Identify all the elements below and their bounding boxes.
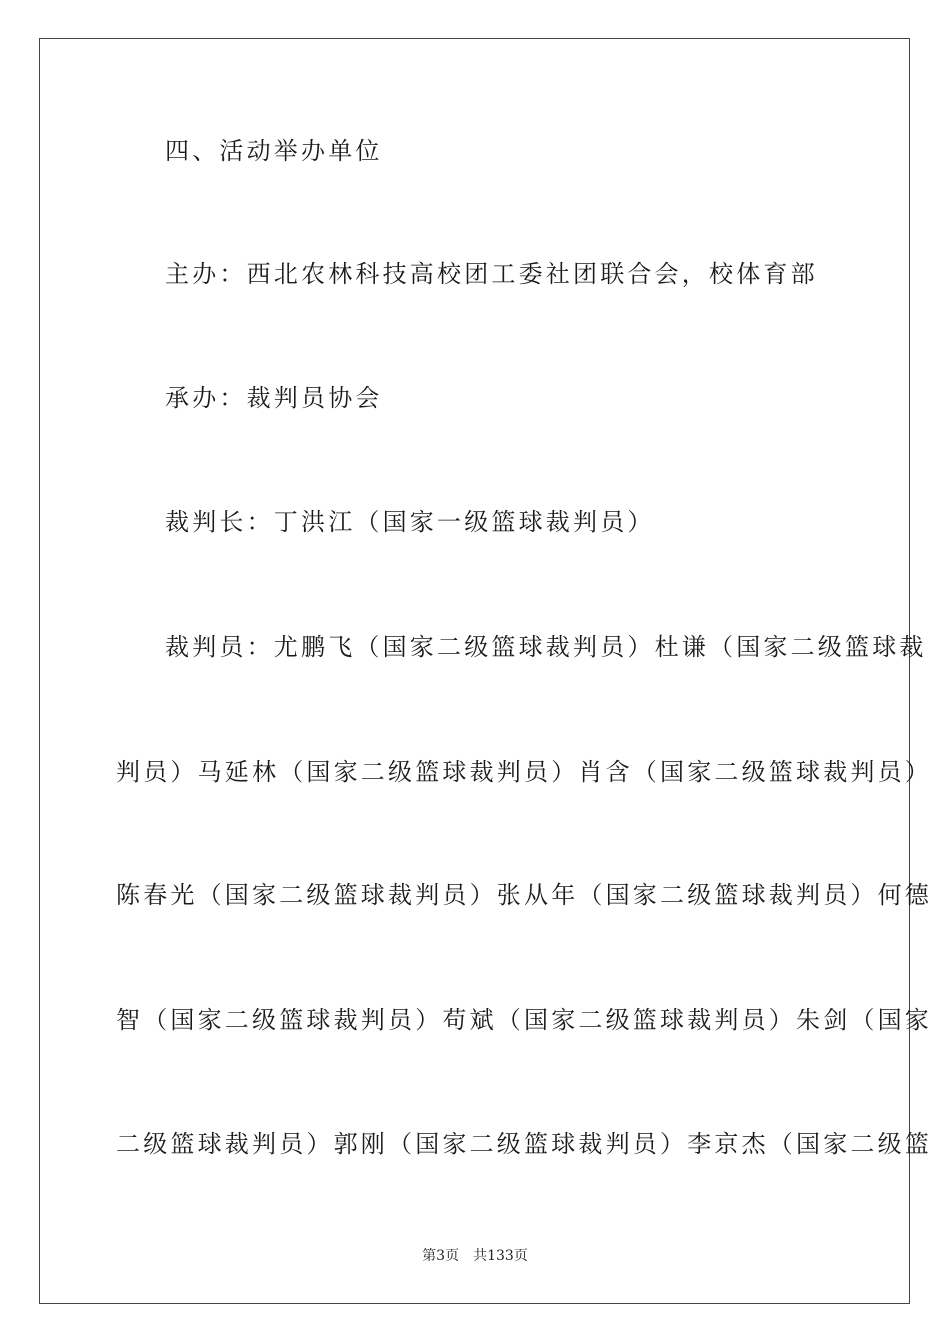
paragraph-co-organizer: 承办：裁判员协会 [165,384,383,412]
paragraph-referees-line-2: 判员）马延林（国家二级篮球裁判员）肖含（国家二级篮球裁判员） [116,758,932,786]
page-number: 第3页 [422,1248,460,1264]
page-footer [0,1246,950,1266]
page-total: 共133页 [473,1248,528,1264]
paragraph-chief-referee: 裁判长：丁洪江（国家一级篮球裁判员） [165,508,655,536]
paragraph-referees-line-1: 裁判员：尤鹏飞（国家二级篮球裁判员）杜谦（国家二级篮球裁 [165,633,927,661]
section-heading: 四、活动举办单位 [165,137,383,165]
page-border [39,38,910,1304]
paragraph-referees-line-4: 智（国家二级篮球裁判员）苟斌（国家二级篮球裁判员）朱剑（国家 [116,1006,932,1034]
paragraph-referees-line-3: 陈春光（国家二级篮球裁判员）张从年（国家二级篮球裁判员）何德 [116,881,932,909]
paragraph-referees-line-5: 二级篮球裁判员）郭刚（国家二级篮球裁判员）李京杰（国家二级篮 [116,1130,932,1158]
paragraph-organizer: 主办：西北农林科技高校团工委社团联合会，校体育部 [165,260,818,288]
